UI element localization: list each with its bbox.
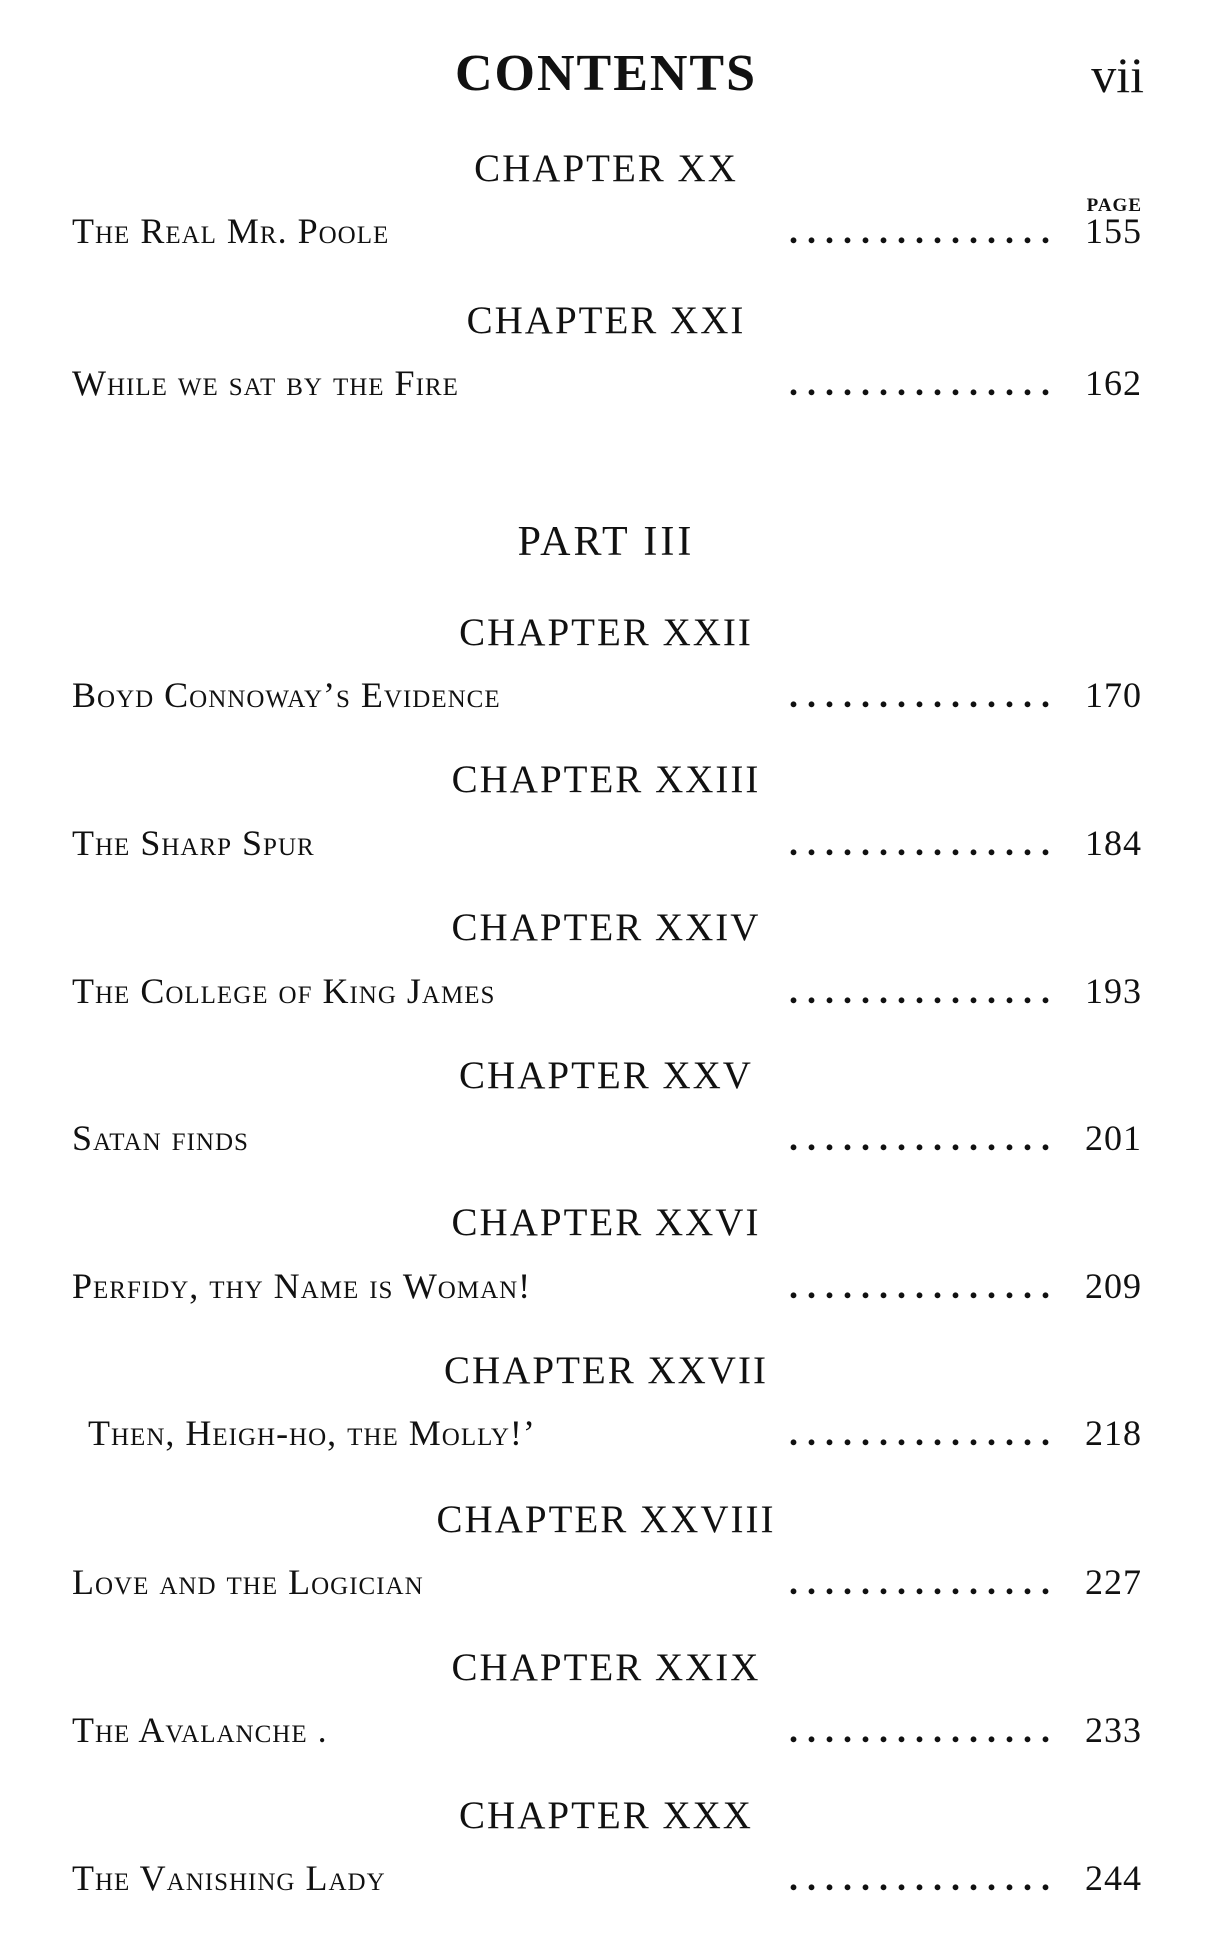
dot-leader: . . . . . . . . . . . . . . . — [789, 1413, 1050, 1453]
entry-page-number: 193 — [1085, 971, 1142, 1011]
dot-leader: . . . . . . . . . . . . . . . — [789, 363, 1050, 403]
chapter-heading: CHAPTER XXI — [466, 299, 746, 342]
entry-page-number: 233 — [1085, 1710, 1142, 1750]
chapter-heading: CHAPTER XXV — [459, 1054, 753, 1097]
entry-title: Satan finds — [72, 1118, 249, 1158]
toc-entry — [72, 210, 1142, 260]
dot-leader: . . . . . . . . . . . . . . . — [789, 675, 1050, 715]
entry-page-number: 162 — [1085, 363, 1142, 403]
toc-entry — [72, 822, 1142, 872]
entry-title: The Real Mr. Poole — [72, 211, 390, 251]
entry-title: Perfidy, thy Name is Woman! — [72, 1266, 532, 1306]
dot-leader: . . . . . . . . . . . . . . . — [789, 971, 1050, 1011]
entry-page-number: 227 — [1085, 1562, 1142, 1602]
chapter-heading: CHAPTER XXX — [459, 1794, 753, 1837]
chapter-heading: CHAPTER XXIV — [451, 906, 761, 949]
entry-page-number: 209 — [1085, 1266, 1142, 1306]
dot-leader: . . . . . . . . . . . . . . . — [789, 1858, 1050, 1898]
entry-title: The College of King James — [72, 971, 496, 1011]
toc-entry — [72, 674, 1142, 724]
chapter-heading: CHAPTER XXIII — [451, 758, 761, 801]
chapter-heading: CHAPTER XX — [474, 147, 738, 190]
running-title: CONTENTS — [454, 45, 758, 102]
entry-title: The Vanishing Lady — [72, 1858, 386, 1898]
chapter-heading: CHAPTER XXII — [459, 611, 753, 654]
toc-entry — [72, 1857, 1142, 1907]
entry-page-number: 244 — [1085, 1858, 1142, 1898]
part-heading: PART III — [517, 519, 695, 565]
dot-leader: . . . . . . . . . . . . . . . — [789, 1118, 1050, 1158]
entry-title: Then, Heigh-ho, the Molly!’ — [88, 1413, 536, 1453]
entry-page-number: 201 — [1085, 1118, 1142, 1158]
dot-leader: . . . . . . . . . . . . . . . — [789, 1710, 1050, 1750]
entry-page-number: 218 — [1085, 1413, 1142, 1453]
page-folio: vii — [1091, 47, 1144, 103]
entry-title: Love and the Logician — [72, 1562, 424, 1602]
entry-page-number: 155 — [1085, 211, 1142, 251]
page-column-label: PAGE — [1086, 195, 1142, 216]
toc-entry — [88, 1412, 1142, 1462]
toc-entry — [72, 970, 1142, 1020]
entry-title: Boyd Connoway’s Evidence — [72, 675, 501, 715]
dot-leader: . . . . . . . . . . . . . . . — [789, 823, 1050, 863]
entry-page-number: 184 — [1085, 823, 1142, 863]
toc-entry — [72, 1561, 1142, 1611]
toc-entry — [72, 1709, 1142, 1759]
dot-leader: . . . . . . . . . . . . . . . — [789, 211, 1050, 251]
chapter-heading: CHAPTER XXIX — [451, 1646, 761, 1689]
entry-title: While we sat by the Fire — [72, 363, 459, 403]
entry-title: The Avalanche . — [72, 1710, 328, 1750]
dot-leader: . . . . . . . . . . . . . . . — [789, 1266, 1050, 1306]
toc-entry — [72, 1265, 1142, 1315]
chapter-heading: CHAPTER XXVI — [451, 1201, 761, 1244]
chapter-heading: CHAPTER XXVII — [444, 1349, 768, 1392]
toc-entry — [72, 362, 1142, 412]
entry-page-number: 170 — [1085, 675, 1142, 715]
dot-leader: . . . . . . . . . . . . . . . — [789, 1562, 1050, 1602]
entry-title: The Sharp Spur — [72, 823, 315, 863]
chapter-heading: CHAPTER XXVIII — [436, 1498, 776, 1541]
toc-entry — [72, 1117, 1142, 1167]
